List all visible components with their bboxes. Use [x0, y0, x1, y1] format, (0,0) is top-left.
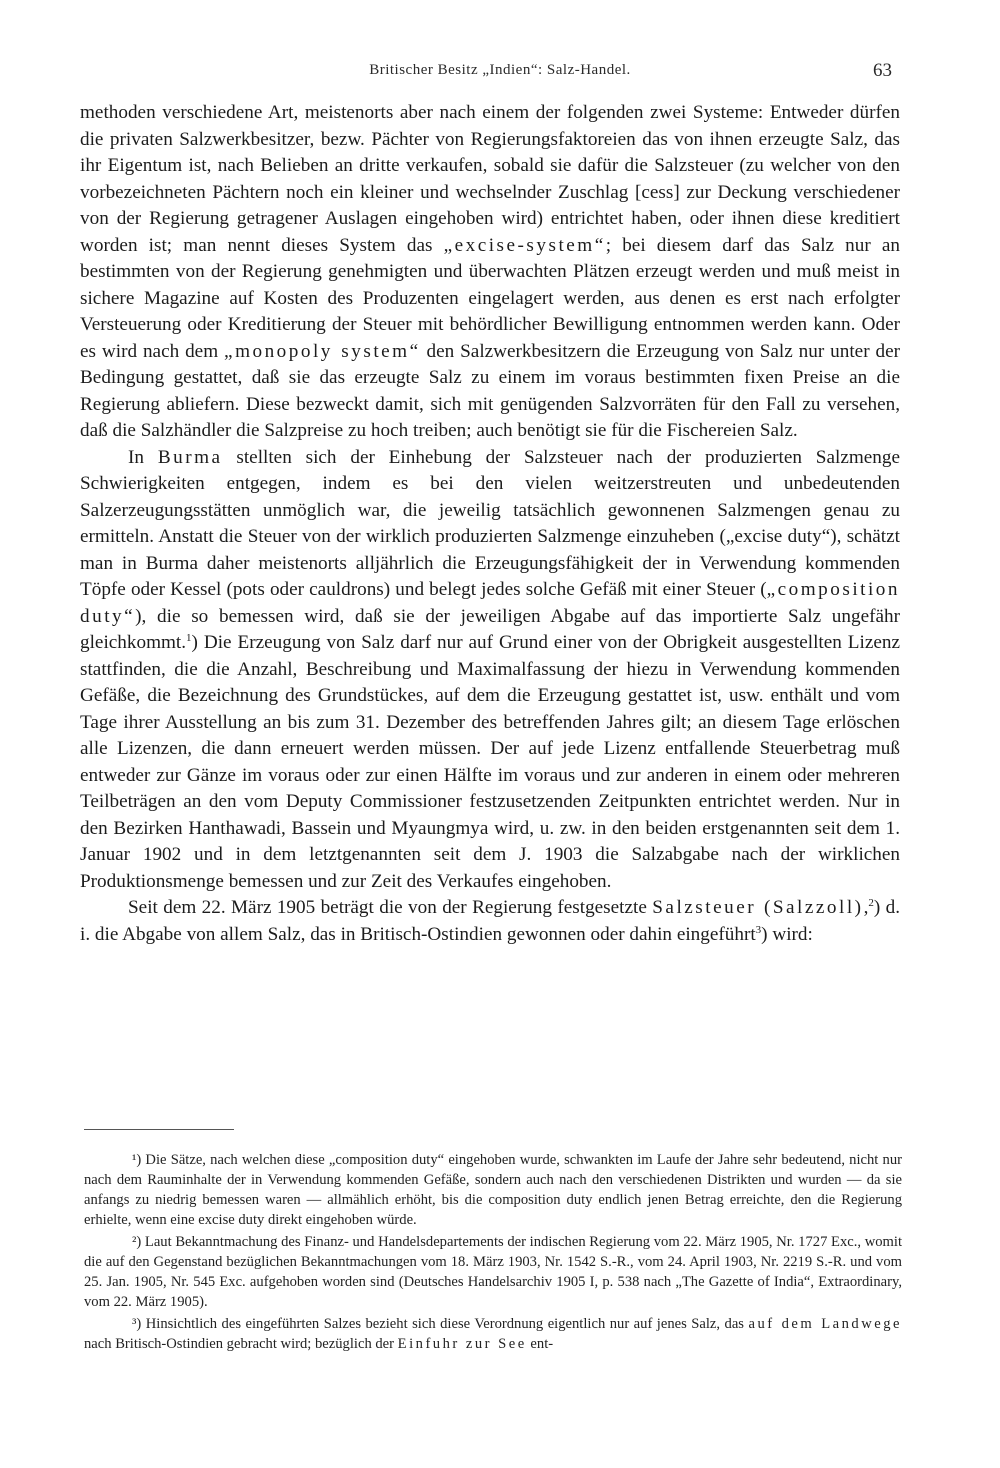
text-run: , [863, 897, 869, 918]
text-run: nach Britisch-Ostindien gebracht wird; bezüglich der [84, 1336, 398, 1352]
page-number: 63 [873, 60, 892, 81]
text-run: Seit dem 22. März 1905 beträgt die von der Regierung festgesetzte [128, 897, 653, 918]
text-run: ³) Hinsichtlich des eingeführten Salzes bezieht sich diese Verordnung eigentlich nur auf jenes Salz, das [132, 1316, 749, 1332]
text-run: stellten sich der Einhebung der Salzsteuer nach der produzierten Salzmenge Schwierigkeiten entgegen, indem es bei den vielen weitzerstreuten und unbedeutenden Salzerzeugungsstätten unmöglich war, die jeweilig tatsächlich gewonnenen Salzmengen genau zu ermitteln. Anstatt die Steuer von der wirklich produzierten Salzmenge einzuheben („excise duty“), schätzt man in Burma daher meistenorts alljährlich die Erzeugungsfähigkeit der in Verwendung kommenden Töpfe oder Kessel (pots oder cauldrons) und belegt jedes solche Gefäß mit einer Steuer ( [80, 446, 900, 600]
emphasis-monopoly-system: „monopoly system“ [224, 340, 421, 362]
running-title: Britischer Besitz „Indien“: Salz-Handel. [369, 62, 631, 78]
text-run: ), die so bemessen wird, daß sie der jeweiligen Abgabe auf das importierte Salz ungefähr gleichkommt. [80, 605, 900, 653]
paragraph-systems [80, 100, 900, 445]
footnote-divider [84, 1129, 234, 1130]
emphasis-excise-system: „excise-system“ [443, 234, 606, 256]
footnotes [84, 1150, 902, 1354]
emphasis-salzsteuer: Salzsteuer (Salzzoll) [652, 897, 864, 918]
text-run: ) wird: [761, 923, 813, 945]
emphasis-burma: Burma [157, 446, 223, 468]
emphasis-landwege: auf dem Landwege [748, 1316, 902, 1332]
text-run: methoden verschiedene Art, meistenorts aber nach einem der folgenden zwei Systeme: Entweder dürfen die privaten Salzwerkbesitzer, bezw. Pächter von Regierungsfaktoreien das von ihnen erzeugte Salz, das ihr Eigentum ist, nach Belieben an dritte verkaufen, sobald sie dafür die Salzsteuer (zu welcher von den vorbezeichneten Pächtern noch ein kleiner und wechselnder Zuschlag [cess] zur Deckung verschiedener von der Regierung getragener Auslagen eingehoben wird) entrichtet haben, oder ihnen diese kreditiert worden ist; man nennt dieses System das [80, 102, 900, 256]
footnote-1: ¹) Die Sätze, nach welchen diese „composition duty“ eingehoben wurde, schwankten im Laufe der Jahre sehr bedeutend, nicht nur nach dem Rauminhalte der in Verwendung kommenden Gefäße, sondern auch nach den verschiedenen Distrikten und wurden — da sie anfangs zu niedrig bemessen waren — allmählich erhöht, bis die composition duty endlich jenen Betrag erreichte, den die Regierung erhielte, wenn eine excise duty direkt eingehoben würde. [84, 1152, 902, 1228]
text-run: ent- [526, 1336, 554, 1352]
body-text [80, 100, 900, 948]
text-run: ; bei diesem darf das Salz nur an bestimmten von der Regierung genehmigten und überwachten Plätzen erzeugt werden und muß meist in sichere Magazine auf Kosten des Produzenten eingelagert werden, aus denen es erst nach erfolgter Versteuerung oder Kreditierung der Steuer mit behördlicher Bewilligung entnommen werden kann. Oder es wird nach dem [80, 234, 900, 362]
text-run: In [128, 446, 158, 468]
footnote-2: ²) Laut Bekanntmachung des Finanz- und Handelsdepartements der indischen Regierung vom 22. März 1905, Nr. 1727 Exc., womit die auf den Gegenstand bezüglichen Bekanntmachungen vom 18. März 1903, Nr. 1542 S.-R., vom 24. April 1903, Nr. 2219 S.-R. und vom 25. Jan. 1905, Nr. 545 Exc. aufgehoben worden sind (Deutsches Handelsarchiv 1905 I, p. 538 nach „The Gazette of India“, Extraordinary, vom 22. März 1905). [84, 1234, 902, 1310]
text-run: ) Die Erzeugung von Salz darf nur auf Grund einer von der Obrigkeit ausgestellten Lizenz stattfinden, die die Anzahl, Beschreibung und Maximalfassung der hiezu in Verwendung kommenden Gefäße, die Bezeichnung des Grundstückes, auf dem die Erzeugung gestattet ist, usw. enthält und vom Tage ihrer Ausstellung an bis zum 31. Dezember des betreffenden Jahres gilt; an diesem Tage erlöschen alle Lizenzen, die dann erneuert werden müssen. Der auf jede Lizenz entfallende Steuerbetrag muß entweder zur Gänze im voraus oder zur einen Hälfte im voraus und zur anderen in einem oder mehreren Teilbeträgen an den vom Deputy Commissioner festzusetzenden Zeitpunkten entrichtet werden. Nur in den Bezirken Hanthawadi, Bassein und Myaungmya wird, u. zw. in den beiden erstgenannten seit dem 1. Januar 1902 und in dem letztgenannten seit dem J. 1903 die Salzabgabe nach der wirklichen Produktionsmenge bemessen und zur Zeit des Verkaufes eingehoben. [80, 632, 900, 892]
text-run: ) d. i. die Abgabe von allem Salz, das in Britisch-Ostindien gewonnen oder dahin eingeführt [80, 897, 901, 945]
emphasis-einfuhr-zur-see: Einfuhr zur See [397, 1336, 527, 1352]
paragraph-burma [80, 445, 900, 896]
footnote-ref-3: 3 [755, 923, 762, 936]
text-run: den Salzwerkbesitzern die Erzeugung von Salz nur unter der Bedingung gestattet, daß sie das erzeugte Salz zu einem im voraus bestimmten fixen Preise an die Regierung abliefern. Diese bezweckt damit, sich mit genügenden Salzvorräten für den Fall zu versehen, daß die Salzhändler die Salzpreise zu hoch treiben; auch benötigt sie für die Fischereien Salz. [80, 340, 900, 441]
emphasis-composition-duty: „composition duty“ [80, 579, 900, 627]
footnote-3 [84, 1314, 902, 1354]
paragraph-salzsteuer [80, 895, 900, 948]
running-head [0, 60, 1000, 84]
footnote-ref-2: 2 [868, 897, 874, 909]
footnote-ref-1: 1 [186, 632, 192, 644]
